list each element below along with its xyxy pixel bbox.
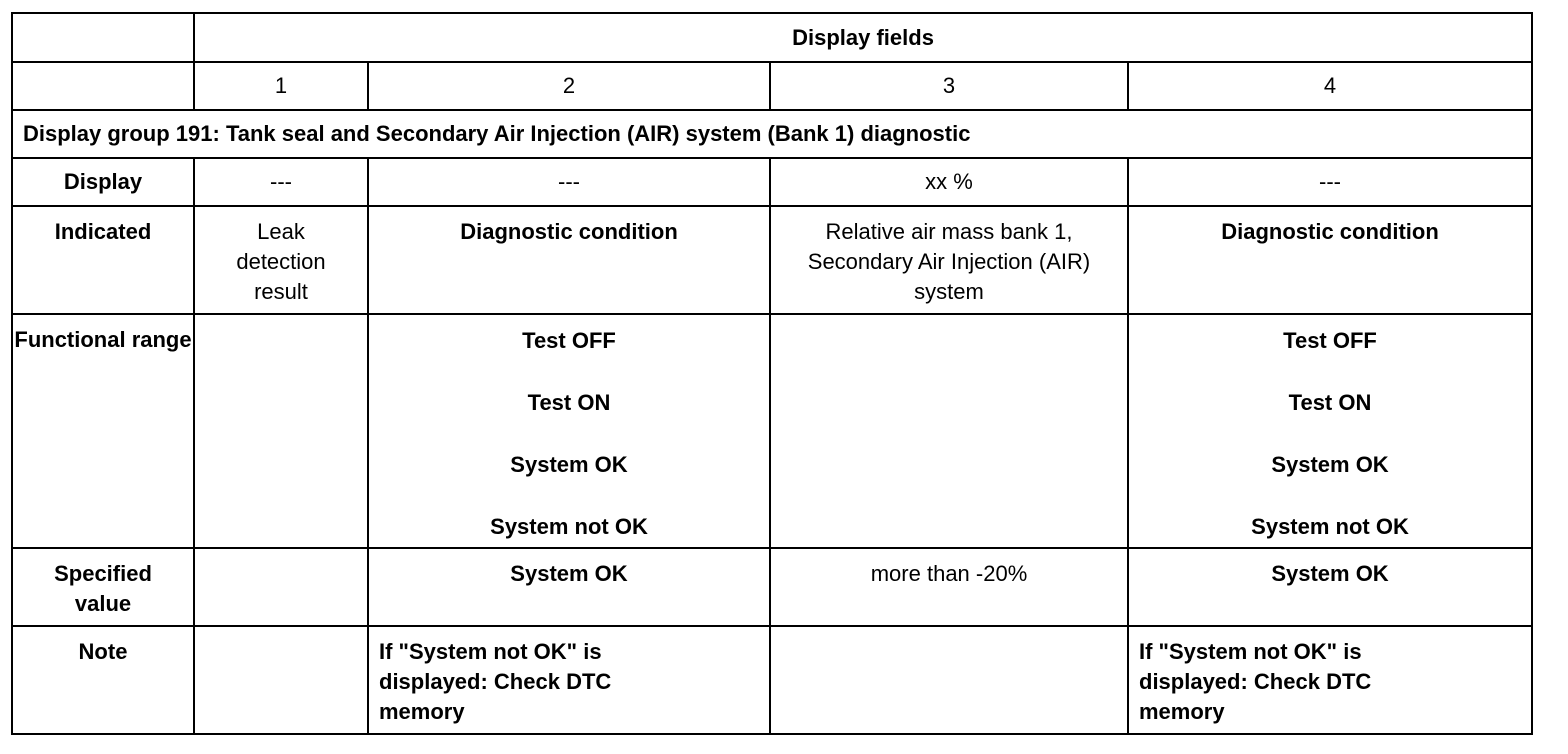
specified-value-2: System OK [368,548,770,626]
note-value-3 [770,626,1128,734]
range-item: Test ON [527,390,611,415]
group-title: Display group 191: Tank seal and Secondary Air Injection (AIR) system (Bank 1) diagnostic [12,110,1532,158]
specified-value-4: System OK [1128,548,1532,626]
indicated-value-1-text: Leak detection result [236,219,326,304]
display-fields-header: Display fields [194,13,1532,62]
specified-value-3: more than -20% [770,548,1128,626]
functional-value-2 [368,314,770,548]
row-label-specified [12,548,194,626]
range-item: System not OK [490,514,648,539]
row-label-functional: Functional range [12,314,194,548]
indicated-value-3-text: Relative air mass bank 1, Secondary Air Injection (AIR) system [807,219,1091,304]
indicated-value-4: Diagnostic condition [1128,206,1532,314]
functional-value-3 [770,314,1128,548]
note-value-1 [194,626,368,734]
row-label-indicated: Indicated [12,206,194,314]
note-row [12,626,1532,734]
functional-range-list-4 [1129,325,1531,542]
indicated-value-1 [194,206,368,314]
header-row [12,13,1532,62]
indicated-value-3 [770,206,1128,314]
range-item: Test OFF [522,328,616,353]
range-item: System OK [1271,452,1389,477]
functional-value-4 [1128,314,1532,548]
range-item: System not OK [1251,514,1409,539]
field-number-1: 1 [194,62,368,110]
specified-value-1 [194,548,368,626]
range-item: Test OFF [1283,328,1377,353]
functional-value-1 [194,314,368,548]
display-value-2: --- [368,158,770,206]
indicated-row [12,206,1532,314]
field-number-2: 2 [368,62,770,110]
functional-range-list-2 [369,325,769,542]
note-value-2 [368,626,770,734]
note-value-4-text: If "System not OK" is displayed: Check DTC memory [1139,639,1372,724]
note-value-4 [1128,626,1532,734]
display-value-3: xx % [770,158,1128,206]
range-item: System OK [510,452,628,477]
empty-label-cell [12,62,194,110]
indicated-value-2: Diagnostic condition [368,206,770,314]
display-value-4: --- [1128,158,1532,206]
display-group-table [11,12,1533,735]
range-item: Test ON [1288,390,1372,415]
display-value-1: --- [194,158,368,206]
specified-value-row [12,548,1532,626]
corner-cell [12,13,194,62]
field-numbers-row [12,62,1532,110]
row-label-note: Note [12,626,194,734]
row-label-display: Display [12,158,194,206]
display-row [12,158,1532,206]
field-number-3: 3 [770,62,1128,110]
group-title-row [12,110,1532,158]
row-label-specified-text: Specified value [54,561,152,616]
note-value-2-text: If "System not OK" is displayed: Check DTC memory [379,639,612,724]
field-number-4: 4 [1128,62,1532,110]
functional-range-row [12,314,1532,548]
